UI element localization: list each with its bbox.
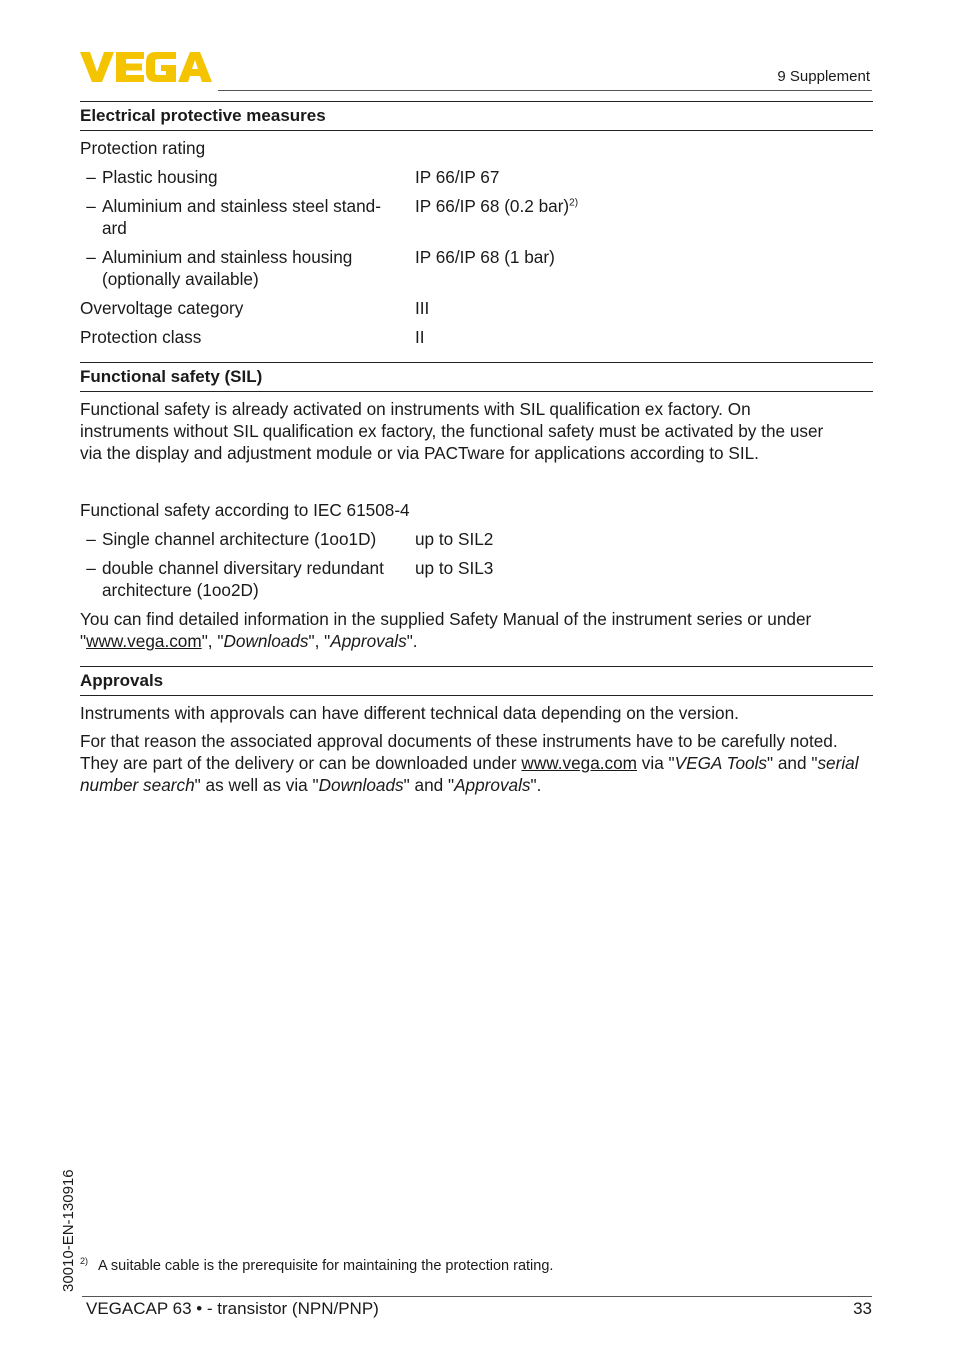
spec-value: IP 66/IP 67: [415, 167, 500, 187]
spec-label: Overvoltage category: [80, 298, 244, 318]
footnote: [80, 1256, 553, 1274]
spec-label: Aluminium and stainless steel stand-ard: [102, 196, 381, 238]
header-rule: [218, 90, 872, 91]
spec-value: up to SIL3: [415, 558, 494, 578]
spec-label: Plastic housing: [102, 167, 218, 187]
spec-label: double channel diversitary redundant architecture (1oo2D): [102, 558, 384, 600]
spec-row-protection-class: [80, 326, 873, 348]
spec-value: III: [415, 298, 430, 318]
section-heading-approvals: Approvals: [80, 666, 873, 696]
spec-row: – Plastic housing IP 66/IP 67: [80, 166, 873, 188]
vega-link[interactable]: www.vega.com: [521, 753, 638, 773]
section-heading-electrical: Electrical protective measures: [80, 101, 873, 131]
page-number: 33: [853, 1299, 872, 1318]
footnote-text: A suitable cable is the prerequisite for maintaining the protection rating.: [98, 1257, 554, 1274]
spec-label: Single channel architecture (1oo1D): [102, 529, 377, 549]
header-section-label: 9 Supplement: [777, 68, 870, 85]
footer-rule: [82, 1296, 872, 1297]
section-heading-sil: Functional safety (SIL): [80, 362, 873, 392]
approvals-para-1: Instruments with approvals can have different technical data depending on the version.: [80, 703, 739, 723]
footer-product: VEGACAP 63 • - transistor (NPN/PNP): [86, 1299, 379, 1318]
spec-row-overvoltage: [80, 297, 873, 319]
footnote-ref[interactable]: 2): [569, 197, 579, 209]
spec-value: up to SIL2: [415, 529, 494, 549]
spec-row: – Aluminium and stainless steel stand-ard IP 66/IP 68 (0.2 bar)$^{2)}$: [80, 195, 873, 239]
document-code: 30010-EN-130916: [60, 1169, 77, 1292]
spec-value: IP 66/IP 68 (1 bar): [415, 247, 555, 267]
spec-row: – Aluminium and stainless housing (optionally available) IP 66/IP 68 (1 bar): [80, 246, 873, 290]
vega-logo: [80, 50, 212, 84]
sil-intro: Functional safety is already activated on instruments with SIL qualification ex factory. On instruments without SIL qualification ex factory, the functional safety must be activated by the user via the display and adjustment module or via PACTware for applications according to SIL.: [80, 399, 824, 463]
approvals-para-2: For that reason the associated approval documents of these instruments have to be carefully noted. They are part of the delivery or can be downloaded under www.vega.com via "VEGA Tools" and "serial number search" as well as via "Downloads" and "Approvals".: [80, 731, 859, 795]
page-content: [80, 101, 873, 796]
spec-row: – Single channel architecture (1oo1D) up to SIL2: [80, 528, 873, 550]
vega-link[interactable]: www.vega.com: [86, 631, 202, 651]
spec-label: Protection class: [80, 327, 202, 347]
protection-rating-label: Protection rating: [80, 138, 206, 158]
spec-row: – double channel diversitary redundant architecture (1oo2D) up to SIL3: [80, 557, 873, 601]
spec-value: IP 66/IP 68 (0.2 bar)$^{2)}$: [415, 196, 579, 216]
sil-info: You can find detailed information in the supplied Safety Manual of the instrument series or under "www.vega.com", "Downloads", "Approvals".: [80, 609, 812, 651]
sil-standard-label: Functional safety according to IEC 61508-4: [80, 500, 410, 520]
spec-label: Aluminium and stainless housing (optionally available): [102, 247, 353, 289]
footnote-mark: 2): [80, 1256, 89, 1266]
spec-value: II: [415, 327, 425, 347]
